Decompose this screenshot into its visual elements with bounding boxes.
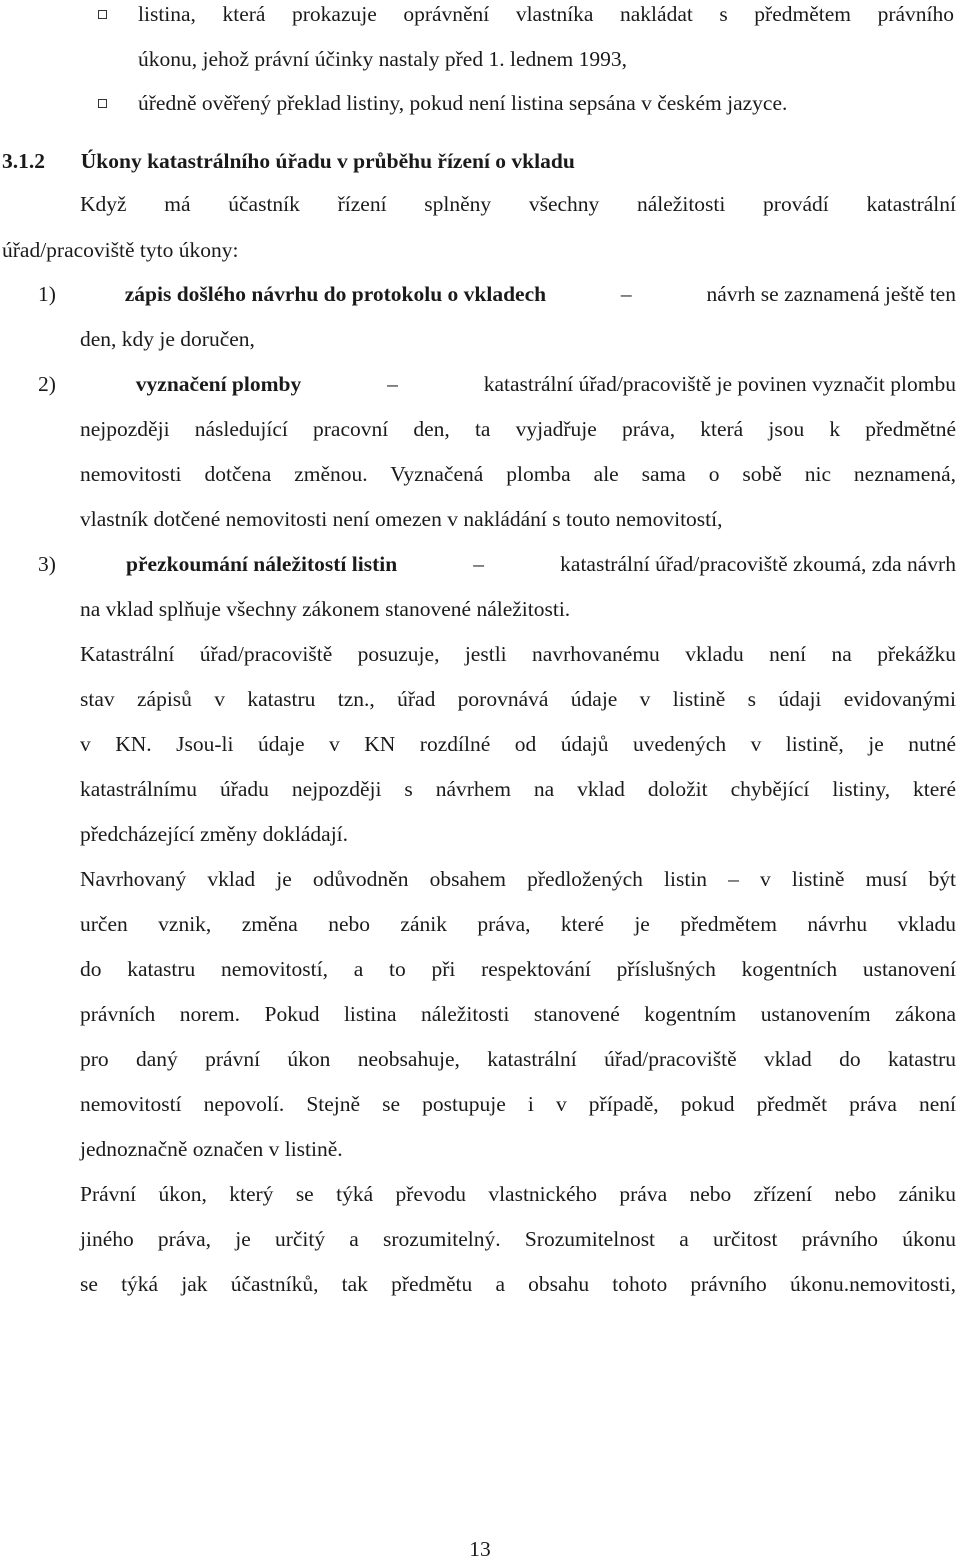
step-1-number: 1) bbox=[38, 282, 56, 306]
paragraph-3-line-1: Právní úkon, který se týká převodu vlastnického práva nebo zřízení nebo zániku bbox=[80, 1182, 956, 1206]
step-2-first-line bbox=[38, 371, 956, 397]
paragraph-1-line-3: v KN. Jsou-li údaje v KN rozdílné od údajů uvedených v listině, je nutné bbox=[80, 732, 956, 756]
page-number: 13 bbox=[469, 1537, 491, 1561]
step-2-number: 2) bbox=[38, 372, 56, 396]
step-2-line-2: nejpozději následující pracovní den, ta vyjadřuje práva, která jsou k předmětné bbox=[80, 417, 956, 441]
bullet-2-line-1: úředně ověřený překlad listiny, pokud není listina sepsána v českém jazyce. bbox=[138, 91, 788, 115]
paragraph-2-line-4: právních norem. Pokud listina náležitosti stanovené kogentním ustanovením zákona bbox=[80, 1002, 956, 1026]
paragraph-2-line-3: do katastru nemovitostí, a to při respektování příslušných kogentních ustanovení bbox=[80, 957, 956, 981]
step-1-line-2: den, kdy je doručen, bbox=[80, 327, 255, 351]
step-3-term: přezkoumání náležitostí listin bbox=[126, 552, 398, 576]
bullet-1-line-1: listina, která prokazuje oprávnění vlastníka nakládat s předmětem právního bbox=[138, 2, 954, 26]
step-3-rest: katastrální úřad/pracoviště zkoumá, zda návrh bbox=[560, 552, 956, 576]
step-3-number: 3) bbox=[38, 552, 56, 576]
step-2-term: vyznačení plomby bbox=[135, 372, 302, 396]
section-number: 3.1.2 bbox=[2, 149, 45, 173]
intro-line-2: úřad/pracoviště tyto úkony: bbox=[2, 238, 239, 262]
step-2-line-3: nemovitosti dotčena změnou. Vyznačená plomba ale sama o sobě nic neznamená, bbox=[80, 462, 956, 486]
bullet-square-icon bbox=[98, 99, 107, 108]
step-1-term: zápis došlého návrhu do protokolu o vkladech bbox=[124, 282, 547, 306]
bullet-1-line-2: úkonu, jehož právní účinky nastaly před 1. lednem 1993, bbox=[138, 47, 628, 71]
paragraph-2-line-1: Navrhovaný vklad je odůvodněn obsahem předložených listin – v listině musí být bbox=[80, 867, 956, 891]
paragraph-1-line-5: předcházející změny dokládají. bbox=[80, 822, 349, 846]
bullet-square-icon bbox=[98, 10, 107, 19]
paragraph-1-line-1: Katastrální úřad/pracoviště posuzuje, jestli navrhovanému vkladu není na překážku bbox=[80, 642, 956, 666]
section-heading bbox=[2, 148, 575, 174]
paragraph-2-line-7: jednoznačně označen v listině. bbox=[80, 1137, 343, 1161]
step-1-rest: návrh se zaznamená ještě ten bbox=[706, 282, 956, 306]
paragraph-2-line-5: pro daný právní úkon neobsahuje, katastrální úřad/pracoviště vklad do katastru bbox=[80, 1047, 956, 1071]
dash: – bbox=[387, 372, 398, 396]
intro-line-1: Když má účastník řízení splněny všechny náležitosti provádí katastrální bbox=[80, 192, 956, 216]
dash: – bbox=[620, 282, 632, 306]
step-3-line-2: na vklad splňuje všechny zákonem stanovené náležitosti. bbox=[80, 597, 571, 621]
step-1-first-line bbox=[38, 281, 956, 307]
step-2-rest: katastrální úřad/pracoviště je povinen vyznačit plombu bbox=[483, 372, 956, 396]
paragraph-2-line-6: nemovitostí nepovolí. Stejně se postupuje i v případě, pokud předmět práva není bbox=[80, 1092, 956, 1116]
section-title: Úkony katastrálního úřadu v průběhu řízení o vkladu bbox=[80, 149, 575, 173]
dash: – bbox=[473, 552, 485, 576]
paragraph-1-line-2: stav zápisů v katastru tzn., úřad porovnává údaje v listině s údaji evidovanými bbox=[80, 687, 956, 711]
paragraph-3-line-3: se týká jak účastníků, tak předmětu a obsahu tohoto právního úkonu.nemovitosti, bbox=[80, 1272, 956, 1296]
paragraph-2-line-2: určen vznik, změna nebo zánik práva, které je předmětem návrhu vkladu bbox=[80, 912, 956, 936]
paragraph-1-line-4: katastrálnímu úřadu nejpozději s návrhem na vklad doložit chybějící listiny, které bbox=[80, 777, 956, 801]
step-3-first-line bbox=[38, 551, 956, 577]
paragraph-3-line-2: jiného práva, je určitý a srozumitelný. Srozumitelnost a určitost právního úkonu bbox=[80, 1227, 956, 1251]
step-2-line-4: vlastník dotčené nemovitosti není omezen v nakládání s touto nemovitostí, bbox=[80, 507, 723, 531]
